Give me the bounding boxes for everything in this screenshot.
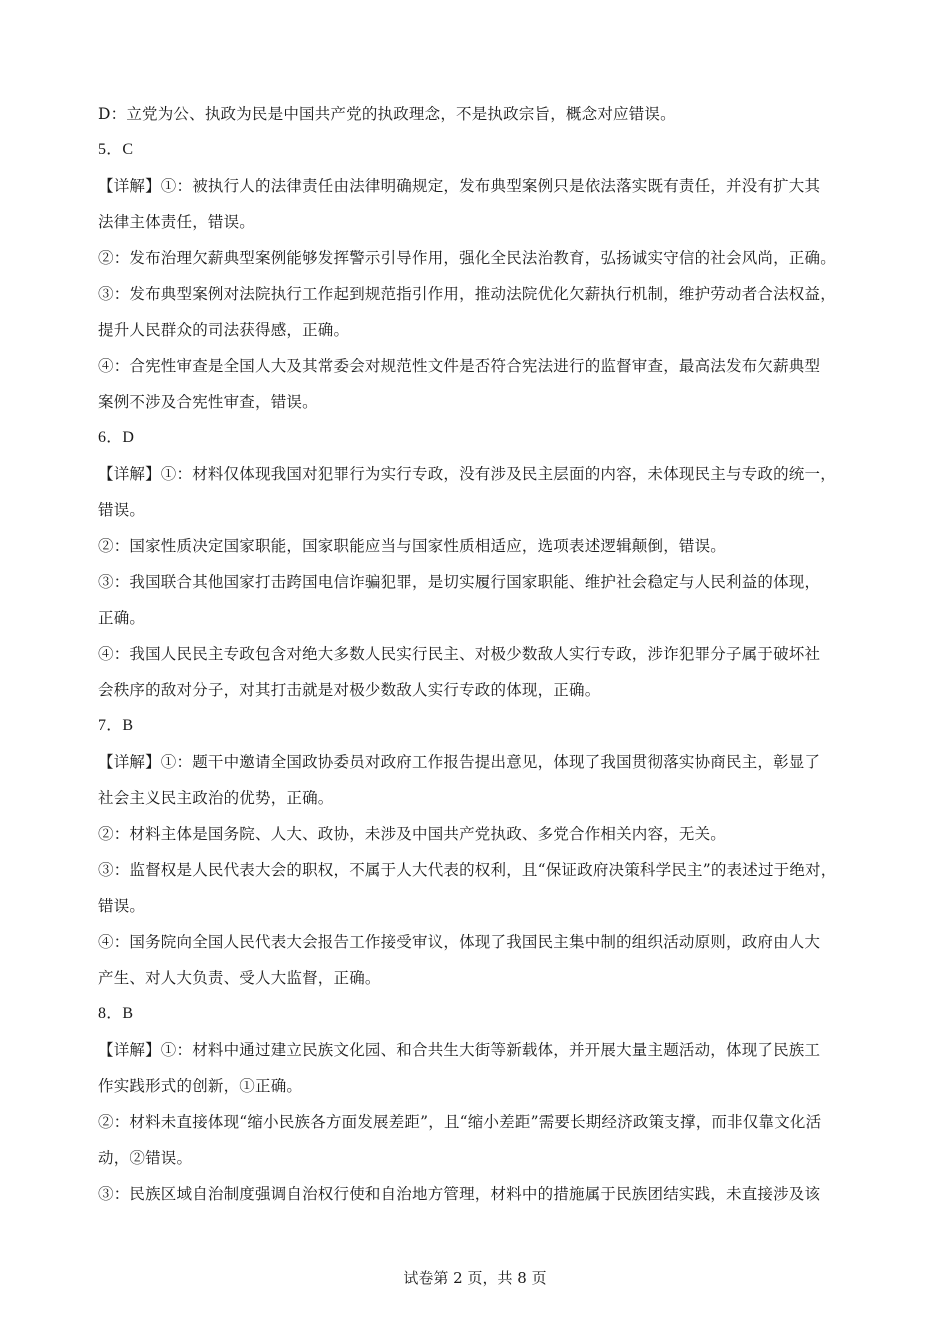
text-line: ④：国务院向全国人民代表大会报告工作接受审议，体现了我国民主集中制的组织活动原则，政府由人大 [98,933,821,951]
text-line: 【详解】①：材料仅体现我国对犯罪行为实行专政，没有涉及民主层面的内容，未体现民主与专政的统一， [98,465,836,483]
question-number: 7．B [98,717,134,734]
text-line: 案例不涉及合宪性审查，错误。 [98,393,318,411]
text-line: 社会主义民主政治的优势，正确。 [98,789,334,807]
text-line: ③：我国联合其他国家打击跨国电信诈骗犯罪，是切实履行国家职能、维护社会稳定与人民利益的体现， [98,573,821,591]
text-line: ②：材料主体是国务院、人大、政协，未涉及中国共产党执政、多党合作相关内容，无关。 [98,825,727,843]
text-line: 错误。 [98,501,146,519]
text-line: 作实践形式的创新，①正确。 [98,1077,303,1095]
text-line: 动，②错误。 [98,1149,193,1167]
text-line: ②：发布治理欠薪典型案例能够发挥警示引导作用，强化全民法治教育，弘扬诚实守信的社会风尚，正确。 [98,249,836,267]
text-line: 会秩序的敌对分子，对其打击就是对极少数敌人实行专政的体现，正确。 [98,681,601,699]
text-line: 提升人民群众的司法获得感，正确。 [98,321,350,339]
question-number: 5．C [98,141,134,158]
text-line: ③：发布典型案例对法院执行工作起到规范指引作用，推动法院优化欠薪执行机制，维护劳动者合法权益， [98,285,836,303]
question-number: 6．D [98,429,135,446]
text-line: ②：材料未直接体现“缩小民族各方面发展差距”，且“缩小差距”需要长期经济政策支撑，而非仅靠文化活 [98,1113,822,1131]
text-line: ③：民族区域自治制度强调自治权行使和自治地方管理，材料中的措施属于民族团结实践，未直接涉及该 [98,1185,821,1203]
text-line: 错误。 [98,897,146,915]
answer-explanations [98,96,868,1212]
page-footer: 试卷第 2 页，共 8 页 [403,1269,547,1287]
text-line: ②：国家性质决定国家职能，国家职能应当与国家性质相适应，选项表述逻辑颠倒，错误。 [98,537,727,555]
text-line: ④：我国人民民主专政包含对绝大多数人民实行民主、对极少数敌人实行专政，涉诈犯罪分子属于破坏社 [98,645,821,663]
text-line: 产生、对人大负责、受人大监督，正确。 [98,969,381,987]
text-line: 【详解】①：材料中通过建立民族文化园、和合共生大街等新载体，并开展大量主题活动，体现了民族工 [98,1041,821,1059]
text-line: ④：合宪性审查是全国人大及其常委会对规范性文件是否符合宪法进行的监督审查，最高法发布欠薪典型 [98,357,821,375]
text-line: 【详解】①：题干中邀请全国政协委员对政府工作报告提出意见，体现了我国贯彻落实协商民主，彰显了 [98,753,821,771]
question-number: 8．B [98,1005,134,1022]
text-line: ③：监督权是人民代表大会的职权，不属于人大代表的权利，且“保证政府决策科学民主”的表述过于绝对， [98,861,837,879]
text-line: 法律主体责任，错误。 [98,213,256,231]
text-line: D：立党为公、执政为民是中国共产党的执政理念，不是执政宗旨，概念对应错误。 [98,105,676,123]
text-line: 【详解】①：被执行人的法律责任由法律明确规定，发布典型案例只是依法落实既有责任，并没有扩大其 [98,177,821,195]
text-line: 正确。 [98,609,146,627]
